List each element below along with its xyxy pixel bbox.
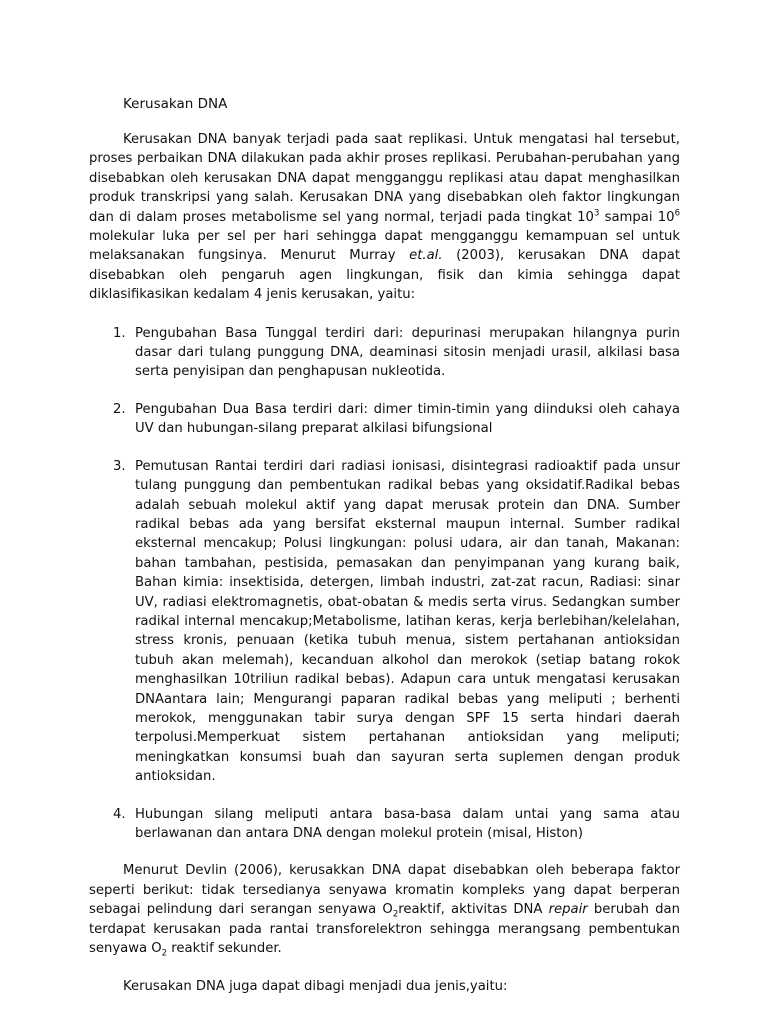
list-item-number: 1. <box>113 325 126 341</box>
list-item-text: Pemutusan Rantai terdiri dari radiasi ionisasi, disintegrasi radioaktif pada unsur tulang punggung dan pembentukan radikal bebas yang oksidatif.Radikal bebas adalah sebuah molekul aktif yang dapat merusak protein dan DNA. Sumber radikal bebas ada yang bersifat eksternal maupun internal. Sumber radikal eksternal mencakup; Polusi lingkungan: polusi udara, air dan tanah, Makanan: bahan tambahan, pestisida, pemasakan dan penyimpanan yang kurang baik, Bahan kimia: insektisida, detergen, limbah industri, zat-zat racun, Radiasi: sinar UV, radiasi elektromagnetis, obat-obatan & medis serta virus. Sedangkan sumber radikal internal mencakup;Metabolisme, latihan keras, kerja berlebihan/kelelahan, stress kronis, penuaan (ketika tubuh menua, sistem pertahanan antioksidan tubuh akan melemah), kecanduan alkohol dan merokok (setiap batang rokok menghasilkan 10triliun radikal bebas). Adapun cara untuk mengatasi kerusakan DNAantara lain; Mengurangi paparan radikal bebas yang meliputi ; berhenti merokok, menggunakan tabir surya dengan SPF 15 serta hindari daerah terpolusi.Memperkuat sistem pertahanan antioksidan yang meliputi; meningkatkan konsumsi buah dan sayuran serta suplemen dengan produk antioksidan. <box>135 458 680 785</box>
list-item <box>113 400 680 439</box>
list-item-number: 2. <box>113 401 126 417</box>
devlin-text-d: reaktif sekunder. <box>167 941 282 957</box>
subscript-2: 2 <box>392 909 399 920</box>
list-item-number: 3. <box>113 458 126 474</box>
subscript-2: 2 <box>161 948 168 959</box>
intro-paragraph-text <box>89 130 680 305</box>
damage-types-list <box>89 324 680 844</box>
italic-repair: repair <box>548 902 588 918</box>
section-heading: Kerusakan DNA <box>123 96 228 112</box>
devlin-text-c: berubah dan terdapat kerusakan pada rantai transforelektron sehingga merangsang pembentukan senyawa O <box>89 902 680 957</box>
intro-paragraph <box>89 130 680 305</box>
intro-text-b: sampai 10 <box>599 209 675 225</box>
exponent-3: 3 <box>593 208 600 219</box>
devlin-text-a: Menurut Devlin (2006), kerusakkan DNA dapat disebabkan oleh beberapa faktor seperti berikut: tidak tersedianya senyawa kromatin kompleks yang dapat berperan sebagai pelindung dari serangan senyawa O <box>89 863 680 918</box>
list-item <box>113 805 680 844</box>
list-item <box>113 457 680 787</box>
closing-paragraph-text: Kerusakan DNA juga dapat dibagi menjadi dua jenis,yaitu: <box>123 979 508 995</box>
devlin-paragraph-text <box>89 861 680 958</box>
list-item-text: Hubungan silang meliputi antara basa-basa dalam untai yang sama atau berlawanan dan antara DNA dengan molekul protein (misal, Histon) <box>135 806 680 841</box>
devlin-text-b: reaktif, aktivitas DNA <box>398 902 549 918</box>
list-item-text: Pengubahan Basa Tunggal terdiri dari: depurinasi merupakan hilangnya purin dasar dari tulang punggung DNA, deaminasi sitosin menjadi urasil, alkilasi basa serta penyisipan dan penghapusan nukleotida. <box>135 325 680 380</box>
intro-text-d: (2003), kerusakan DNA dapat disebabkan oleh pengaruh agen lingkungan, fisik dan kimia sehingga dapat diklasifikasikan kedalam 4 jenis kerusakan, yaitu: <box>89 248 680 303</box>
closing-paragraph <box>89 977 680 996</box>
exponent-6: 6 <box>674 208 680 219</box>
list-item <box>113 324 680 382</box>
list-item-text: Pengubahan Dua Basa terdiri dari: dimer timin-timin yang diinduksi oleh cahaya UV dan hubungan-silang preparat alkilasi bifungsional <box>135 401 680 437</box>
devlin-paragraph <box>89 861 680 958</box>
citation-etal: et.al. <box>409 248 443 264</box>
list-item-number: 4. <box>113 806 126 822</box>
intro-text-c: molekular luka per sel per hari sehingga dapat mengganggu kemampuan sel untuk melaksanakan fungsinya. Menurut Murray <box>89 229 680 264</box>
intro-text-a: Kerusakan DNA banyak terjadi pada saat replikasi. Untuk mengatasi hal tersebut, proses perbaikan DNA dilakukan pada akhir proses replikasi. Perubahan-perubahan yang disebabkan oleh kerusakan DNA dapat mengganggu replikasi atau dapat menghasilkan produk transkripsi yang salah. Kerusakan DNA yang disebabkan oleh faktor lingkungan dan di dalam proses metabolisme sel yang normal, terjadi pada tingkat 10 <box>89 132 680 225</box>
